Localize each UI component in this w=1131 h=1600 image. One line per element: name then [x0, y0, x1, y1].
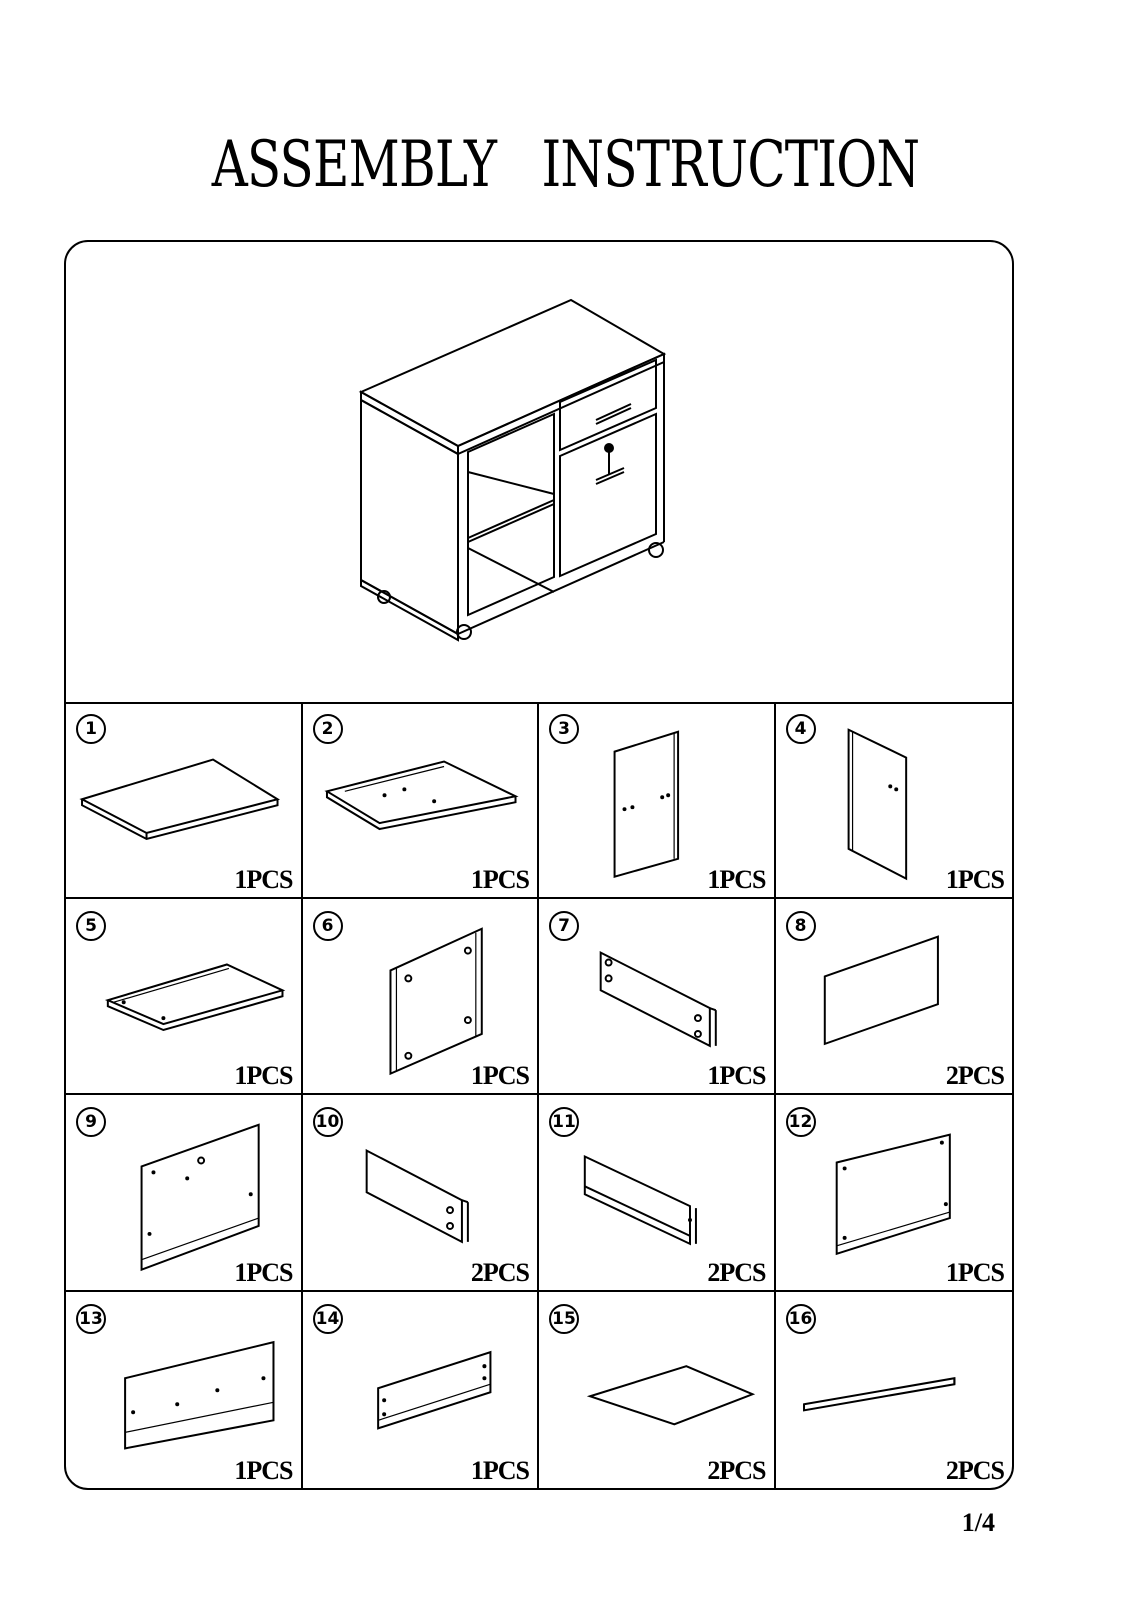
part-quantity: 1PCS — [234, 1456, 293, 1485]
part-number: 11 — [549, 1107, 579, 1137]
part-quantity: 2PCS — [945, 1061, 1004, 1090]
part-number: 3 — [549, 714, 579, 744]
part-cell — [303, 702, 540, 899]
part-cell — [66, 1292, 303, 1489]
part-number: 9 — [76, 1107, 106, 1137]
part-number: 16 — [786, 1304, 816, 1334]
part-number: 13 — [76, 1304, 106, 1334]
part-cell — [66, 1095, 303, 1292]
part-cell — [66, 899, 303, 1096]
part-quantity: 1PCS — [470, 864, 529, 894]
part-number: 4 — [786, 714, 816, 744]
cabinet-icon — [66, 242, 1012, 702]
part-number: 14 — [313, 1304, 343, 1334]
part-number: 10 — [313, 1107, 343, 1137]
part-cell — [303, 899, 540, 1096]
part-number: 5 — [76, 911, 106, 941]
part-quantity: 1PCS — [470, 1061, 529, 1090]
page-title: ASSEMBLY INSTRUCTION — [211, 128, 920, 202]
part-quantity: 1PCS — [234, 1061, 293, 1090]
part-quantity: 2PCS — [707, 1456, 766, 1485]
part-number: 7 — [549, 911, 579, 941]
part-cell — [303, 1095, 540, 1292]
part-quantity: 1PCS — [707, 1061, 766, 1090]
part-cell — [303, 1292, 540, 1489]
page-number: 1/4 — [961, 1508, 995, 1537]
part-cell — [539, 702, 776, 899]
instruction-sheet — [64, 240, 1014, 1490]
part-cell — [776, 702, 1013, 899]
part-cell — [776, 1095, 1013, 1292]
parts-grid — [66, 702, 1012, 1488]
part-cell — [539, 1292, 776, 1489]
part-quantity: 2PCS — [470, 1257, 529, 1287]
part-quantity: 2PCS — [945, 1456, 1004, 1485]
part-quantity: 2PCS — [707, 1257, 766, 1287]
part-cell — [539, 1095, 776, 1292]
part-number: 2 — [313, 714, 343, 744]
part-quantity: 1PCS — [470, 1456, 529, 1485]
part-quantity: 1PCS — [945, 864, 1004, 894]
part-cell — [539, 899, 776, 1096]
part-number: 12 — [786, 1107, 816, 1137]
part-number: 6 — [313, 911, 343, 941]
part-quantity: 1PCS — [945, 1257, 1004, 1287]
part-number: 15 — [549, 1304, 579, 1334]
part-cell — [66, 702, 303, 899]
part-number: 1 — [76, 714, 106, 744]
part-quantity: 1PCS — [234, 1257, 293, 1287]
part-number: 8 — [786, 911, 816, 941]
part-cell — [776, 1292, 1013, 1489]
part-cell — [776, 899, 1013, 1096]
part-quantity: 1PCS — [234, 864, 293, 894]
assembled-cabinet-illustration — [66, 242, 1012, 704]
part-quantity: 1PCS — [707, 864, 766, 894]
